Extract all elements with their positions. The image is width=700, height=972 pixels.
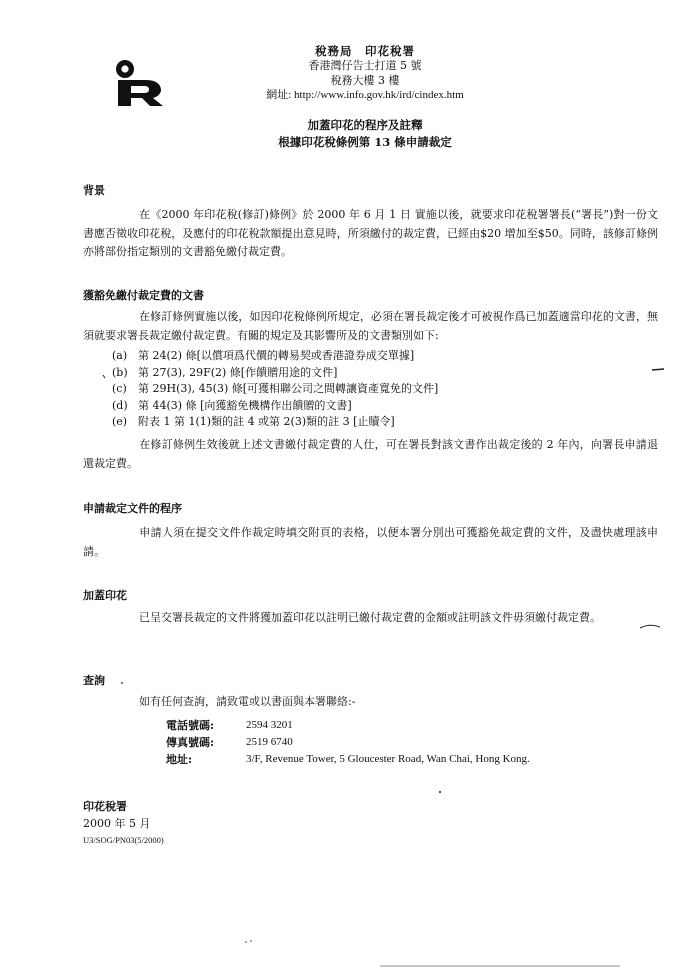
document-reference: U3/SOG/PN03(5/2000)	[83, 835, 164, 845]
signature-office: 印花稅署	[83, 800, 127, 813]
exempt-intro-text: 在修訂條例實施以後，如因印花稅條例所規定，必須在署長裁定後才可被視作爲已加蓋適當印花的文書，無須就要求署長裁定繳付裁定費。有關的規定及其影響所及的文書類別如下:	[83, 310, 658, 342]
list-item	[112, 398, 438, 415]
stamping-heading: 加蓋印花	[83, 589, 127, 602]
header-block	[230, 44, 500, 103]
contact-table	[166, 717, 530, 768]
phone-label: 電話號碼:	[166, 719, 215, 732]
exempt-heading: 獲豁免繳付裁定費的文書	[83, 289, 204, 302]
stamping-text: 已呈交署長裁定的文件將獲加蓋印花以註明已繳付裁定費的金額或註明該文件毋須繳付裁定費。	[139, 611, 601, 624]
list-marker: (c)	[112, 382, 127, 396]
refund-text: 在修訂條例生效後就上述文書繳付裁定費的人仕，可在署長對該文書作出裁定後的 2 年內，向署長申請退還裁定費。	[83, 438, 658, 470]
list-text: 附表 1 第 1(1)類的註 4 或第 2(3)類的註 3 [止贖令]	[138, 415, 395, 429]
fax-label: 傳真號碼:	[166, 736, 215, 749]
fax-value: 2519 6740	[246, 736, 293, 748]
contact-row-fax	[166, 734, 530, 751]
procedure-text: 申請人須在提交文件作裁定時填交附頁的表格，以便本署分別出可獲豁免裁定費的文件，及盡快處理該申請。	[83, 526, 658, 558]
exempt-intro-paragraph	[83, 308, 658, 345]
stamping-paragraph	[83, 609, 658, 628]
list-text: 第 24(2) 條[以償項爲代價的轉易契或香港證券成交單據]	[138, 349, 415, 362]
website-line: 網址: http://www.info.gov.hk/ird/cindex.htm	[266, 89, 464, 101]
refund-paragraph	[83, 436, 658, 473]
enquiry-intro-paragraph	[83, 693, 658, 712]
address-value: 3/F, Revenue Tower, 5 Gloucester Road, Wan Chai, Hong Kong.	[246, 753, 530, 765]
phone-value: 2594 3201	[246, 719, 293, 731]
background-text: 在《2000 年印花稅(修訂)條例》於 2000 年 6 月 1 日 實施以後，就要求印花稅署署長(“署長”)對一份文書應否徵收印花稅，及應付的印花稅款額提出意見時，所須繳付的裁定費，已經由$20 增加至$50。同時，該修訂條例亦將部份指定類別的文書豁免繳付裁定費。	[83, 208, 658, 258]
contact-row-address	[166, 751, 530, 768]
list-item	[112, 414, 438, 431]
list-item	[112, 365, 438, 382]
enquiry-heading: 查詢	[83, 674, 105, 687]
list-text: 第 27(3), 29F(2) 條[作饋贈用途的文件]	[138, 365, 338, 379]
ird-logo-icon	[115, 56, 167, 106]
list-marker: (b)	[112, 365, 128, 379]
list-text: 第 44(3) 條 [向獲豁免機構作出饋贈的文書]	[138, 398, 352, 412]
title-line-2: 根據印花稅條例第 13 條申請裁定	[278, 135, 452, 149]
procedure-heading: 申請裁定文件的程序	[83, 502, 182, 515]
list-text: 第 29H(3), 45(3) 條[可獲相聯公司之間轉讓資產寬免的文件]	[138, 382, 439, 396]
title-line-1: 加蓋印花的程序及註釋	[307, 118, 423, 132]
list-item	[112, 381, 438, 398]
background-heading: 背景	[83, 184, 105, 197]
procedure-paragraph	[83, 524, 658, 561]
address-label: 地址:	[166, 753, 193, 766]
exempt-list	[112, 348, 438, 431]
address-line-2: 稅務大樓 3 樓	[330, 73, 400, 87]
contact-row-phone	[166, 717, 530, 734]
address-line-1: 香港灣仔告士打道 5 號	[308, 59, 422, 72]
list-marker: (e)	[112, 415, 128, 429]
background-paragraph	[83, 206, 658, 262]
office-name: 稅務局 印花稅署	[315, 44, 415, 58]
signature-date: 2000 年 5 月	[83, 817, 151, 830]
list-marker: (a)	[112, 349, 128, 362]
list-item	[112, 348, 438, 365]
list-marker: (d)	[112, 398, 128, 412]
signature-block	[83, 798, 164, 849]
enquiry-intro-text: 如有任何查詢，請致電或以書面與本署聯絡:-	[139, 695, 356, 708]
